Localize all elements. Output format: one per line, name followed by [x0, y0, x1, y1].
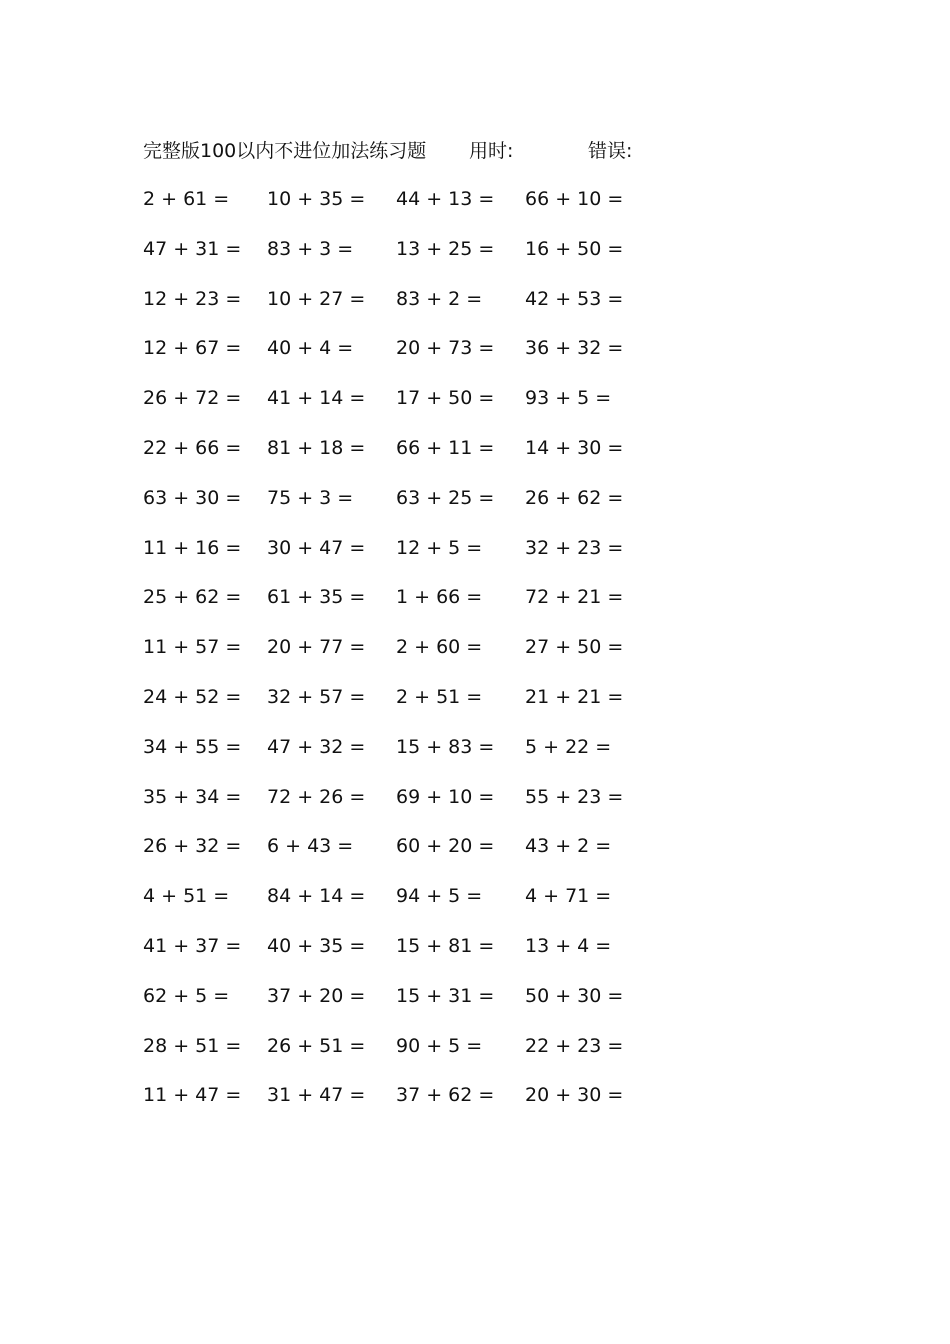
problem-item: 90 + 5 = [396, 1034, 483, 1057]
problem-item: 37 + 20 = [267, 984, 366, 1007]
problem-item: 21 + 21 = [525, 685, 624, 708]
problem-item: 30 + 47 = [267, 536, 366, 559]
problem-item: 22 + 23 = [525, 1034, 624, 1057]
problem-item: 15 + 31 = [396, 984, 495, 1007]
problem-item: 27 + 50 = [525, 636, 624, 659]
problem-item: 83 + 2 = [396, 287, 483, 310]
problem-item: 75 + 3 = [267, 486, 354, 509]
problem-item: 20 + 73 = [396, 337, 495, 360]
problem-item: 20 + 77 = [267, 636, 366, 659]
problem-item: 47 + 31 = [143, 237, 242, 260]
problem-item: 55 + 23 = [525, 785, 624, 808]
problem-item: 43 + 2 = [525, 835, 612, 858]
problem-item: 17 + 50 = [396, 387, 495, 410]
time-label: 用时: [469, 140, 514, 162]
problem-item: 94 + 5 = [396, 885, 483, 908]
problem-item: 93 + 5 = [525, 387, 612, 410]
problem-item: 66 + 10 = [525, 188, 624, 210]
problem-item: 32 + 23 = [525, 536, 624, 559]
problem-item: 83 + 3 = [267, 237, 354, 260]
problem-item: 28 + 51 = [143, 1034, 242, 1057]
problem-item: 31 + 47 = [267, 1084, 366, 1107]
problem-item: 13 + 25 = [396, 237, 495, 260]
problem-item: 26 + 62 = [525, 486, 624, 509]
problem-item: 11 + 47 = [143, 1084, 242, 1107]
problem-item: 2 + 61 = [143, 188, 230, 210]
problem-item: 50 + 30 = [525, 984, 624, 1007]
problem-item: 26 + 51 = [267, 1034, 366, 1057]
problem-item: 36 + 32 = [525, 337, 624, 360]
problem-item: 24 + 52 = [143, 685, 242, 708]
problem-item: 61 + 35 = [267, 586, 366, 609]
problem-item: 2 + 60 = [396, 636, 483, 659]
problem-item: 4 + 51 = [143, 885, 230, 908]
problem-item: 47 + 32 = [267, 735, 366, 758]
problem-item: 25 + 62 = [143, 586, 242, 609]
problem-item: 41 + 37 = [143, 934, 242, 957]
problem-item: 5 + 22 = [525, 735, 612, 758]
problem-item: 12 + 23 = [143, 287, 242, 310]
problem-item: 41 + 14 = [267, 387, 366, 410]
problem-item: 11 + 16 = [143, 536, 242, 559]
problem-item: 44 + 13 = [396, 188, 495, 210]
problem-item: 62 + 5 = [143, 984, 230, 1007]
problem-item: 14 + 30 = [525, 436, 624, 459]
problem-item: 42 + 53 = [525, 287, 624, 310]
problem-item: 11 + 57 = [143, 636, 242, 659]
problem-item: 10 + 27 = [267, 287, 366, 310]
problem-item: 22 + 66 = [143, 436, 242, 459]
worksheet-title: 完整版100以内不进位加法练习题 [143, 140, 427, 162]
problem-item: 1 + 66 = [396, 586, 483, 609]
problem-item: 34 + 55 = [143, 735, 242, 758]
problem-item: 81 + 18 = [267, 436, 366, 459]
problem-item: 72 + 26 = [267, 785, 366, 808]
problem-item: 60 + 20 = [396, 835, 495, 858]
problem-item: 10 + 35 = [267, 188, 366, 210]
problem-item: 66 + 11 = [396, 436, 495, 459]
problem-item: 26 + 72 = [143, 387, 242, 410]
problem-item: 4 + 71 = [525, 885, 612, 908]
problem-item: 40 + 35 = [267, 934, 366, 957]
problem-item: 72 + 21 = [525, 586, 624, 609]
problem-item: 84 + 14 = [267, 885, 366, 908]
problem-item: 20 + 30 = [525, 1084, 624, 1107]
problem-item: 37 + 62 = [396, 1084, 495, 1107]
problem-item: 12 + 5 = [396, 536, 483, 559]
problem-item: 6 + 43 = [267, 835, 354, 858]
problem-item: 63 + 30 = [143, 486, 242, 509]
problem-item: 35 + 34 = [143, 785, 242, 808]
problem-item: 16 + 50 = [525, 237, 624, 260]
problem-item: 26 + 32 = [143, 835, 242, 858]
problem-item: 40 + 4 = [267, 337, 354, 360]
problem-item: 69 + 10 = [396, 785, 495, 808]
errors-label: 错误: [588, 140, 633, 162]
problem-item: 13 + 4 = [525, 934, 612, 957]
problem-item: 2 + 51 = [396, 685, 483, 708]
problem-item: 32 + 57 = [267, 685, 366, 708]
problem-item: 12 + 67 = [143, 337, 242, 360]
problem-item: 15 + 81 = [396, 934, 495, 957]
problem-item: 63 + 25 = [396, 486, 495, 509]
problem-item: 15 + 83 = [396, 735, 495, 758]
